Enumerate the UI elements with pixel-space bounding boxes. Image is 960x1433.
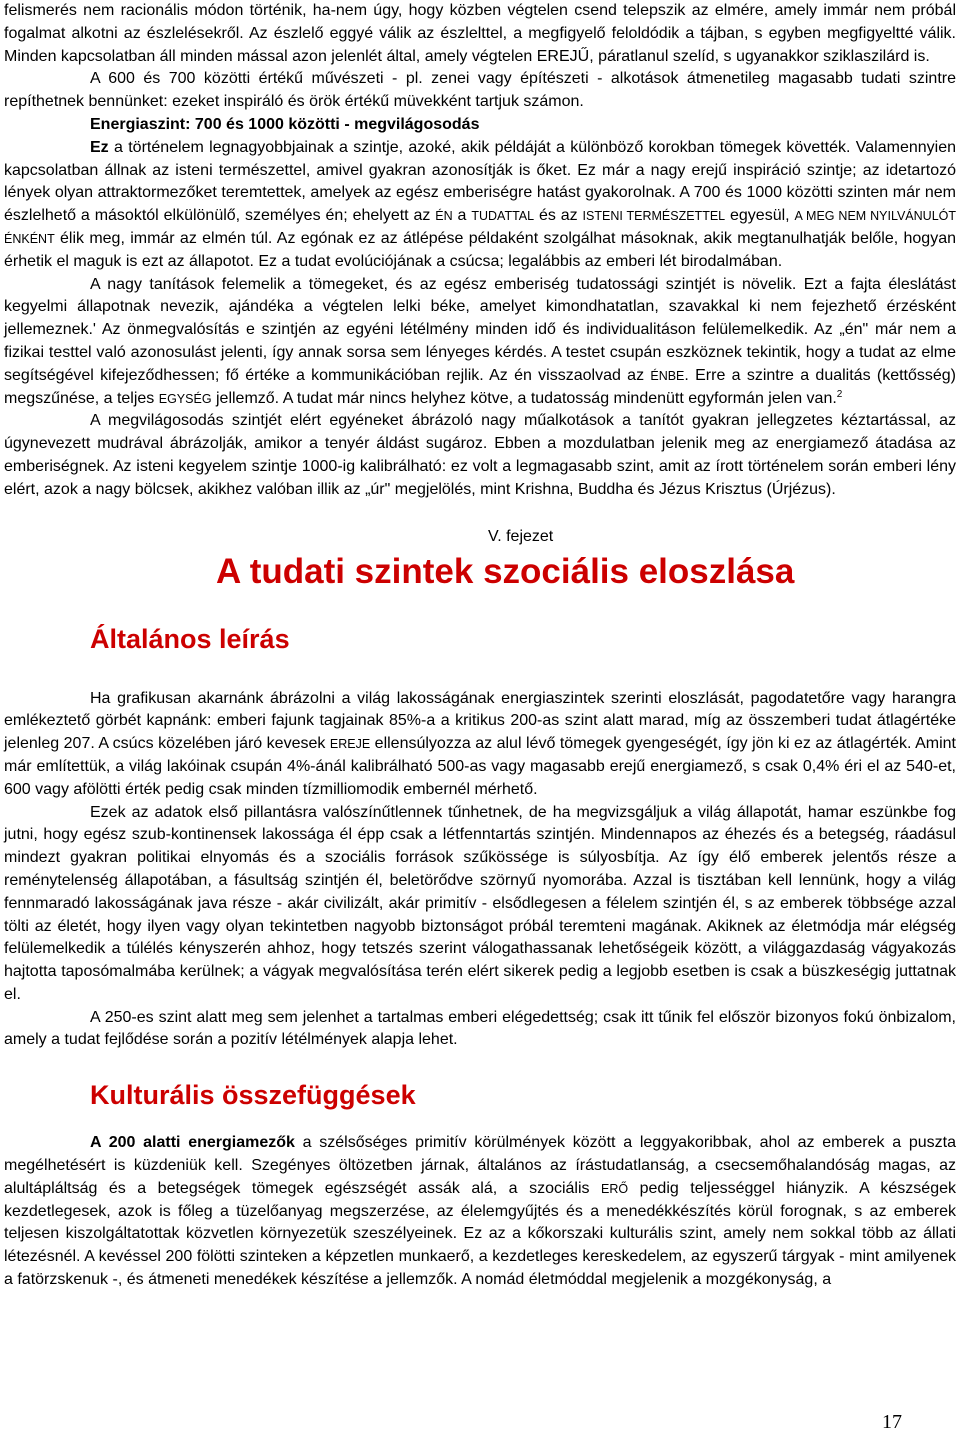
paragraph-great-teachings: A nagy tanítások felemelik a tömegeket, és az egész emberiség tudatossági szintjét is növelik. Ezt a fajta éleslátást kegyelmi állapotnak nevezik, ajándéka a végtelen lelki béke, amelyet kimondhatatlan, szavakkal ki nem fejezhető érzésként jellemeznek.' Az önmegvalósítás e szintjén az egyéni létélmény minden idő és individualitáson felülemelkedik. Az „én" már nem a fizikai testtel való azonosulást jelenti, így annak sorsa sem lényeges kérdés. A testet csupán eszköznek tekintik, hogy a tudat az elme segítségével kifejeződhessen; fő értéke a kommunikációban rejlik. Az én visszaolvad az ÉNBE. Erre a szintre a dualitás (kettősség) megszűnése, a teljes EGYSÉG jellemző. A tudat már nincs helyhez kötve, a tudatosság mindenütt egyformán jelen van.$^2$ [4,275,957,407]
paragraph-level-700-1000: Ez a történelem legnagyobbjainak a szintje, azoké, akik példáját a különböző korokban tömegek követték. Valamennyien kapcsolatban állnak az isteni természettel, amivel gyakran azonosítják is őket. Ez már a nagy erejű inspiráció szintje; az idetartozó lények olyan attraktormezőket teremtettek, amelyek az egész emberiségre hatást gyakorolnak. A 700 és 1000 közötti szinten már nem észlelhető a másoktól elkülönülő, személyes én; ehelyett az ÉN a TUDATTAL és az ISTENI TERMÉSZETTEL egyesül, A MEG NEM NYILVÁNULÓT ÉNKÉNT élik meg, immár az elmén túl. Az egónak ez az átlépése példaként szolgálhat másoknak, akik megtanulhatják belőle, hogyan érhetik el maguk is ezt az állapotot. Ez a tudat evolúciójának a csúcsa; legalábbis az emberi lét birodalmában. [4,138,957,270]
paragraph-distribution: Ha grafikusan akarnánk ábrázolni a világ lakosságának energiaszintek szerinti eloszlását, pagodatetőre vagy harangra emlékeztető görbét kapnánk: emberi fajunk tagjainak 85%-a a kritikus 200-as szint alatt marad, míg az összemberi tudat átlagértéke jelenleg 207. A csúcs közelében járó kevesek EREJE ellensúlyozza az alul lévő tömegek gyengeségét, így jön ki ez az átlagérték. Amint már említettük, a világ lakóinak csupán 4%-ánál kalibrálható 500-as vagy magasabb erejű energiamező, s csak 0,4% éri el az 540-et, 600 vagy afölötti érték pedig csak minden tízmilliomodik embernél mérhető. [4,689,956,798]
paragraph-world-state: Ezek az adatok első pillantásra valószínűtlennek tűnhetnek, de ha megvizsgáljuk a világ állapotát, hamar eszünkbe fog jutni, hogy egész szub-kontinensek lakossága él épp csak a létfenntartás szintjén. Mindennapos az éhezés és a betegség, ráadásul mindezt gyakran politikai elnyomás és a szociális források szűkössége is súlyosbítja. Az így élő emberek jelentős része a reménytelenség állapotában, a fásultság szintjén él, beletörődve szörnyű nyomorába. Azzal is tisztában kell lennünk, hogy a világ fennmaradó lakosságának java része - akár civilizált, akár primitív - elsődlegesen a félelem szintjén él, s az emberek többsége azzal tölti az életét, hogy ilyen vagy olyan tekintetben nagyobb biztonságot próbál teremteni magának. Akiknek az életmódja már elégség felülemelkedik a túlélés kényszerén ahhoz, hogy tetszés szerint válogathassanak lehetőségeik között, a világgazdaság vágyakozás hajtotta taposómalmába kerülnek; a vágyak megvalósítása terén elért sikerek pedig a legjobb esetben is csak a büszkeségig juttatnak el. [4,803,956,1003]
chapter-title: A tudati szintek szociális eloszlása [216,551,795,591]
chapter-number: V. fejezet [488,527,554,545]
section-heading-general: Általános leírás [90,623,290,654]
section-heading-cultural: Kulturális összefüggések [90,1080,416,1111]
paragraph-below-200: A 200 alatti energiamezők a szélsőséges primitív körülmények között a leggyakoribbak, ahol az emberek a puszta megélhetésért is küzdeniük kell. Szegényes öltözetben járnak, általános az írástudatlanság, a csecsemőhalandóság magas, az alultápláltság és a betegségek tömegek egészségét assák alá, a szociális ERŐ pedig teljességgel hiányzik. A készségek kezdetlegesek, azok is főleg a tüzelőanyag megszerzése, az élelemgyűjtés és a menedékkészítés körül forognak, s az emberek teljesen kiszolgáltatottak közvetlen környezetük szeszélyeinek. Ez az a kőkorszaki kulturális szint, amely nem sokkal több az állati létezésnél. A kevéssel 200 fölötti szinteken a képzetlen munkaerő, a kezdetleges kereskedelem, az egyszerű tárgyak - mint amilyenek a fatörzskenuk -, és átmeneti menedékek készítése a jellemzők. A nomád életmóddal megjelenik a mozgékonyság, a [4,1134,957,1289]
paragraph-enlightenment-perception: felismerés nem racionális módon történik, ha-nem úgy, hogy közben végtelen csend telepszik az elmére, amely immár nem próbál fogalmat alkotni az észlelésekről. Az észlelő eggyé válik az észlelttel, a megfigyelő feloldódik a tájban, s egyben megfigyeltté válik. Minden kapcsolatban áll minden mással azon jelenlét által, amely végtelen EREJŰ, páratlanul szelíd, s ugyanakkor sziklaszilárd is. [4,2,956,65]
footnote-marker: 2 [836,388,843,400]
paragraph-level-250: A 250-es szint alatt meg sem jelenhet a tartalmas emberi elégedettség; csak itt tűnik fel először bizonyos fokú önbizalom, amely a tudat fejlődése során a pozitív létélmények alapja lehet. [4,1008,956,1049]
energy-level-heading: Energiaszint: 700 és 1000 közötti - megvilágosodás [90,115,480,133]
paragraph-mudra: A megvilágosodás szintjét elért egyéneket ábrázoló nagy műalkotások a tanítót gyakran jellegzetes kéztartással, az úgynevezett mudrával ábrázolják, amikor a tenyér áldást sugároz. Ebben a mozdulatban jelenik meg az energiamező átadása az emberiségnek. Az isteni kegyelem szintje 1000-ig kalibrálható: ez volt a legmagasabb szint, amit az írott történelem során emberi lény elért, azok a nagy bölcsek, akikhez valóban illik az „úr" megjelölés, mint Krishna, Buddha és Jézus Krisztus (Úrjézus). [4,412,956,498]
paragraph-art-600-700: A 600 és 700 közötti értékű művészeti - pl. zenei vagy építészeti - alkotások átmenetileg magasabb tudati szintre repíthetnek bennünket: ezeket inspiráló és örök értékű müvekként tartjuk számon. [4,70,956,111]
page-number: 17 [882,1411,902,1433]
